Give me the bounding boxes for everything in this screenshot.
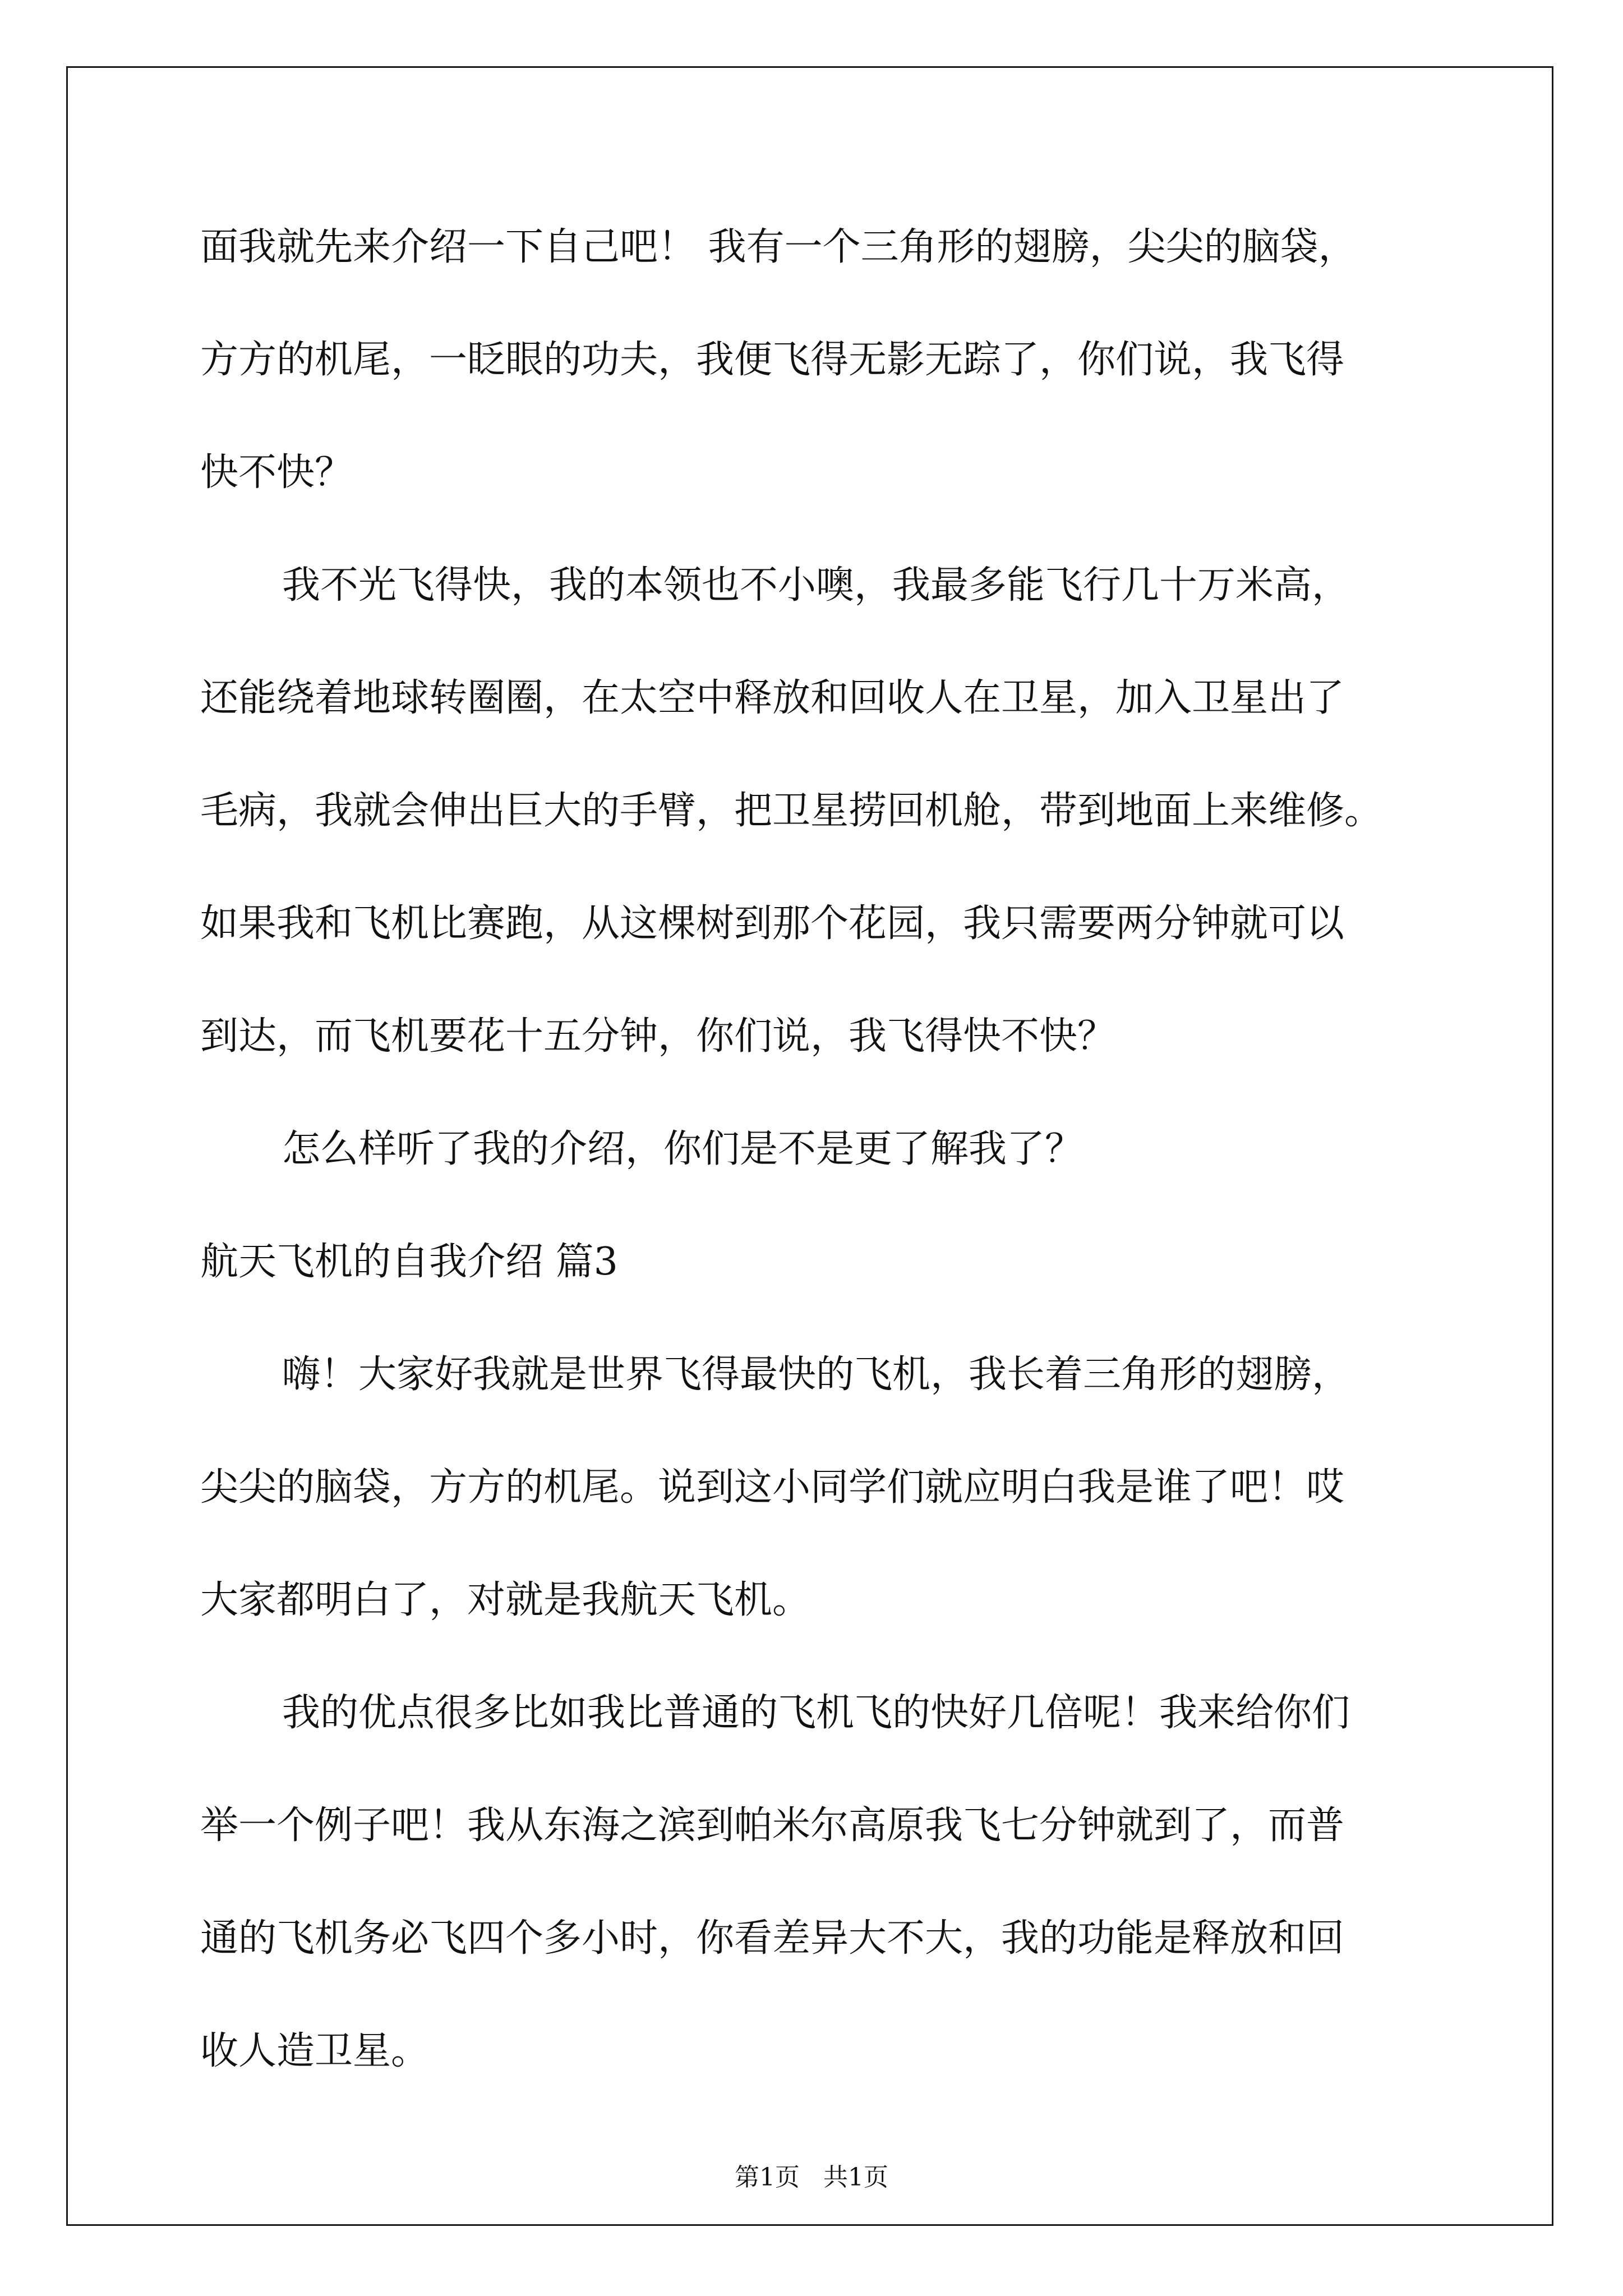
- text-line: 大家都明白了，对就是我航天飞机。: [200, 1578, 811, 1622]
- text-line: 收人造卫星。: [200, 2029, 430, 2073]
- text-line: 怎么样听了我的介绍，你们是不是更了解我了？: [282, 1127, 1083, 1171]
- text-line: 通的飞机务必飞四个多小时，你看差异大不大，我的功能是释放和回: [200, 1916, 1345, 1961]
- text-line: 到达，而飞机要花十五分钟，你们说，我飞得快不快？: [200, 1014, 1116, 1059]
- text-line: 我的优点很多比如我比普通的飞机飞的快好几倍呢！我来给你们: [282, 1691, 1350, 1735]
- text-line: 快不快？: [200, 450, 353, 495]
- text-line: 嗨！大家好我就是世界飞得最快的飞机，我长着三角形的翅膀，: [282, 1352, 1350, 1397]
- text-line: 还能绕着地球转圈圈，在太空中释放和回收人在卫星，加入卫星出了: [200, 676, 1345, 720]
- section-heading: 航天飞机的自我介绍 篇3: [200, 1240, 618, 1284]
- text-line: 我不光飞得快，我的本领也不小噢，我最多能飞行几十万米高，: [282, 563, 1350, 608]
- text-line: 尖尖的脑袋，方方的机尾。说到这小同学们就应明白我是谁了吧！哎: [200, 1465, 1345, 1510]
- document-body: [200, 208, 1490, 2124]
- text-line: 面我就先来介绍一下自己吧！ 我有一个三角形的翅膀，尖尖的脑袋，: [200, 225, 1357, 269]
- text-line: 举一个例子吧！我从东海之滨到帕米尔高原我飞七分钟就到了，而普: [200, 1803, 1345, 1848]
- page-number-footer: 第1页 共1页: [735, 2163, 888, 2192]
- text-line: 如果我和飞机比赛跑，从这棵树到那个花园，我只需要两分钟就可以: [200, 901, 1345, 946]
- text-line: 方方的机尾，一眨眼的功夫，我便飞得无影无踪了，你们说，我飞得: [200, 338, 1345, 382]
- text-line: 毛病，我就会伸出巨大的手臂，把卫星捞回机舱，带到地面上来维修。: [200, 789, 1383, 833]
